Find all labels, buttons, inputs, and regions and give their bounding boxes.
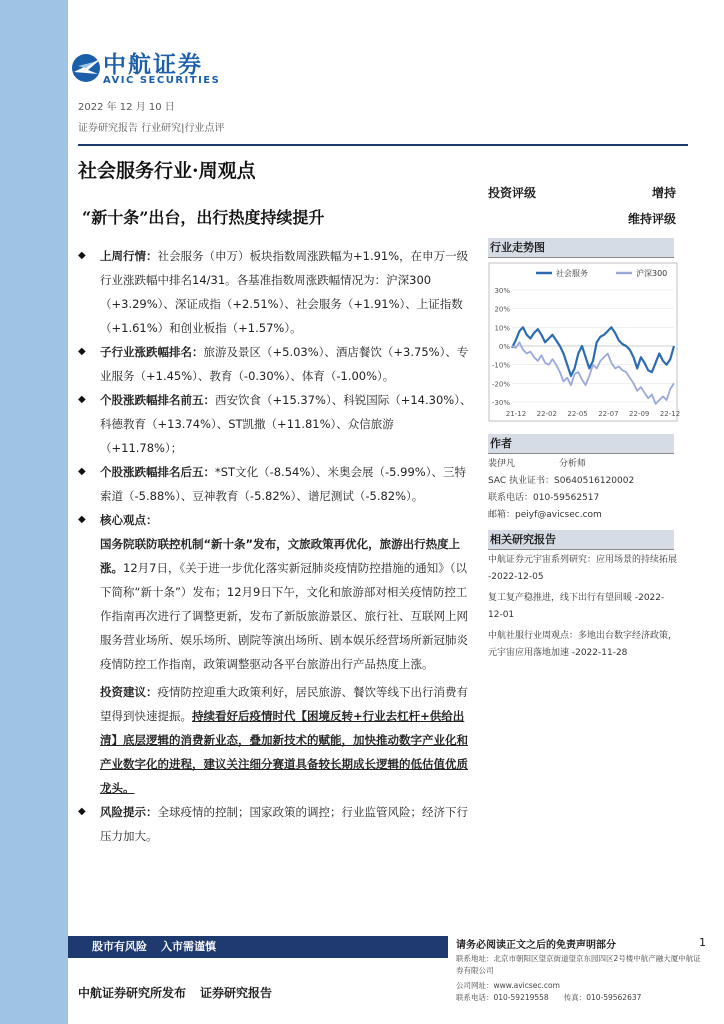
report-type: 证券研究报告 — [200, 986, 273, 1000]
risk-text-2: 入市需谨慎 — [161, 940, 216, 953]
trend-chart-title: 行业走势图 — [488, 238, 674, 258]
y-tick-label: 10% — [494, 324, 510, 333]
bullet-top-five: ◆ 个股涨跌幅排名前五：西安饮食（+15.37%）、科锐国际（+14.30%）、科德教育（+13.74%）、ST凯撒（+11.81%）、众信旅游（+11.78%）； — [78, 388, 474, 460]
author-email[interactable]: 邮箱：peiyf@avicsec.com — [488, 510, 602, 520]
investment-advice-paragraph: 投资建议：疫情防控迎重大政策利好，居民旅游、餐饮等线下出行消费有望得到快速提振。持续看好后疫情时代【困境反转+行业去杠杆+供给出清】底层逻辑的消费新业态，叠加新技术的赋能，加快推动数字产业化和产业数字化的进程，建议关注细分赛道具备较长期成长逻辑的低估值优质龙头。 — [100, 685, 468, 795]
publisher-name: 中航证券研究所发布 — [78, 986, 187, 1000]
related-report-3[interactable]: 中航社服行业周观点：多地出台数字经济政策，元宇宙应用落地加速 -2022-11-28 — [488, 631, 678, 658]
y-tick-label: -10% — [491, 361, 510, 370]
y-tick-label: 30% — [494, 287, 510, 295]
header-divider — [78, 144, 688, 146]
y-tick-label: -30% — [491, 399, 510, 407]
company-address: 联系地址：北京市朝阳区望京街道望京东园四区2号楼中航产融大厦中航证券有限公司 — [456, 954, 701, 975]
related-report-2[interactable]: 复工复产稳推进，线下出行有望回暖 -2022-12-01 — [488, 593, 665, 620]
brand-name-cn: 中航证券 — [103, 52, 203, 78]
bullet-subindustry: ◆ 子行业涨跌幅排名：旅游及景区（+5.03%）、酒店餐饮（+3.75%）、专业服务（+1.45%）、教育（-0.30%）、体育（-1.00%）。 — [78, 340, 474, 388]
bullet-risk: ◆ 风险提示：全球疫情的控制；国家政策的调控；行业监管风险；经济下行压力加大。 — [78, 800, 474, 848]
report-date: 2022 年 12 月 10 日 — [78, 102, 175, 113]
bullet-weekly-market: ◆ 上周行情：社会服务（申万）板块指数周涨跌幅为+1.91%，在申万一级行业涨跌幅中排名14/31。各基准指数周涨跌幅情况为：沪深300（+3.29%）、深证成指（+2.51%）、社会服务（+1.91%）、上证指数（+1.61%）和创业板指（+1.57%）。 — [78, 244, 474, 340]
rating-note: 维持评级 — [627, 212, 676, 226]
footer-publisher — [78, 984, 272, 1001]
y-tick-label: 0% — [498, 343, 510, 351]
core-view-paragraph: 国务院联防联控机制“新十条”发布，文旅政策再优化，旅游出行热度上涨。12月7日，《关于进一步优化落实新冠肺炎疫情防控措施的通知》（以下简称“新十条”）发布；12月9日下午，文化和旅游部对相关疫情防控工作指南再次进行了调整更新，发布了新版旅游景区、旅行社、互联网上网服务营业场所、娱乐场所、剧院等演出场所、剧本娱乐经营场所新冠肺炎疫情防控工作指南，政策调整驱动各平台旅游出行产品热度上涨。 — [100, 537, 468, 671]
legend-label-2: 沪深300 — [636, 269, 668, 278]
industry-trend-chart — [488, 262, 681, 422]
rating-label: 投资评级 — [488, 186, 537, 200]
author-section-title: 作者 — [488, 434, 674, 454]
report-body — [78, 244, 474, 848]
risk-text-1: 股市有风险 — [92, 940, 147, 953]
company-website[interactable]: 公司网址：www.avicsec.com — [456, 981, 560, 990]
series-line-hs300 — [512, 342, 674, 404]
risk-warning-bar — [68, 936, 448, 958]
author-name: 裴伊凡 — [488, 459, 516, 469]
disclaimer-notice: 请务必阅读正文之后的免责声明部分 — [456, 940, 616, 951]
x-tick-label: 21-12 — [505, 410, 527, 418]
x-tick-label: 22-09 — [629, 410, 650, 418]
y-tick-label: -20% — [491, 380, 510, 389]
left-color-bar — [0, 0, 68, 1024]
x-tick-label: 22-05 — [567, 410, 588, 418]
related-research-title: 相关研究报告 — [488, 530, 674, 550]
related-report-1[interactable]: 中航证券元宇宙系列研究：应用场景的持续拓展 -2022-12-05 — [488, 555, 678, 582]
legend-label-1: 社会服务 — [556, 269, 588, 278]
report-subtitle: “新十条”出台，出行热度持续提升 — [82, 208, 325, 227]
author-role: 分析师 — [559, 459, 587, 469]
y-tick-label: 20% — [494, 305, 510, 314]
bullet-bottom-five: ◆ 个股涨跌幅排名后五：*ST文化（-8.54%）、米奥会展（-5.99%）、三特索道（-5.88%）、豆神教育（-5.82%）、谱尼测试（-5.82%）。 — [78, 460, 474, 508]
author-phone: 联系电话：010-59562517 — [488, 493, 600, 503]
author-info — [488, 456, 678, 524]
bullet-core-view: ◆ 核心观点： — [78, 508, 474, 532]
rating-value: 增持 — [651, 186, 676, 200]
company-contacts: 联系电话：010-59219558 传真：010-59562637 — [456, 993, 642, 1002]
series-line-social-services — [512, 327, 674, 376]
report-category: 证券研究报告 行业研究|行业点评 — [78, 123, 225, 134]
report-title: 社会服务行业·周观点 — [78, 160, 256, 182]
x-tick-label: 22-07 — [598, 410, 619, 418]
related-research-list — [488, 552, 678, 662]
page-number: 1 — [699, 936, 706, 949]
brand-name-en: AVIC SECURITIES — [103, 75, 221, 86]
author-sac: SAC 执业证书：S0640516120002 — [488, 476, 635, 486]
x-tick-label: 22-12 — [659, 410, 681, 418]
x-tick-label: 22-02 — [536, 410, 557, 418]
